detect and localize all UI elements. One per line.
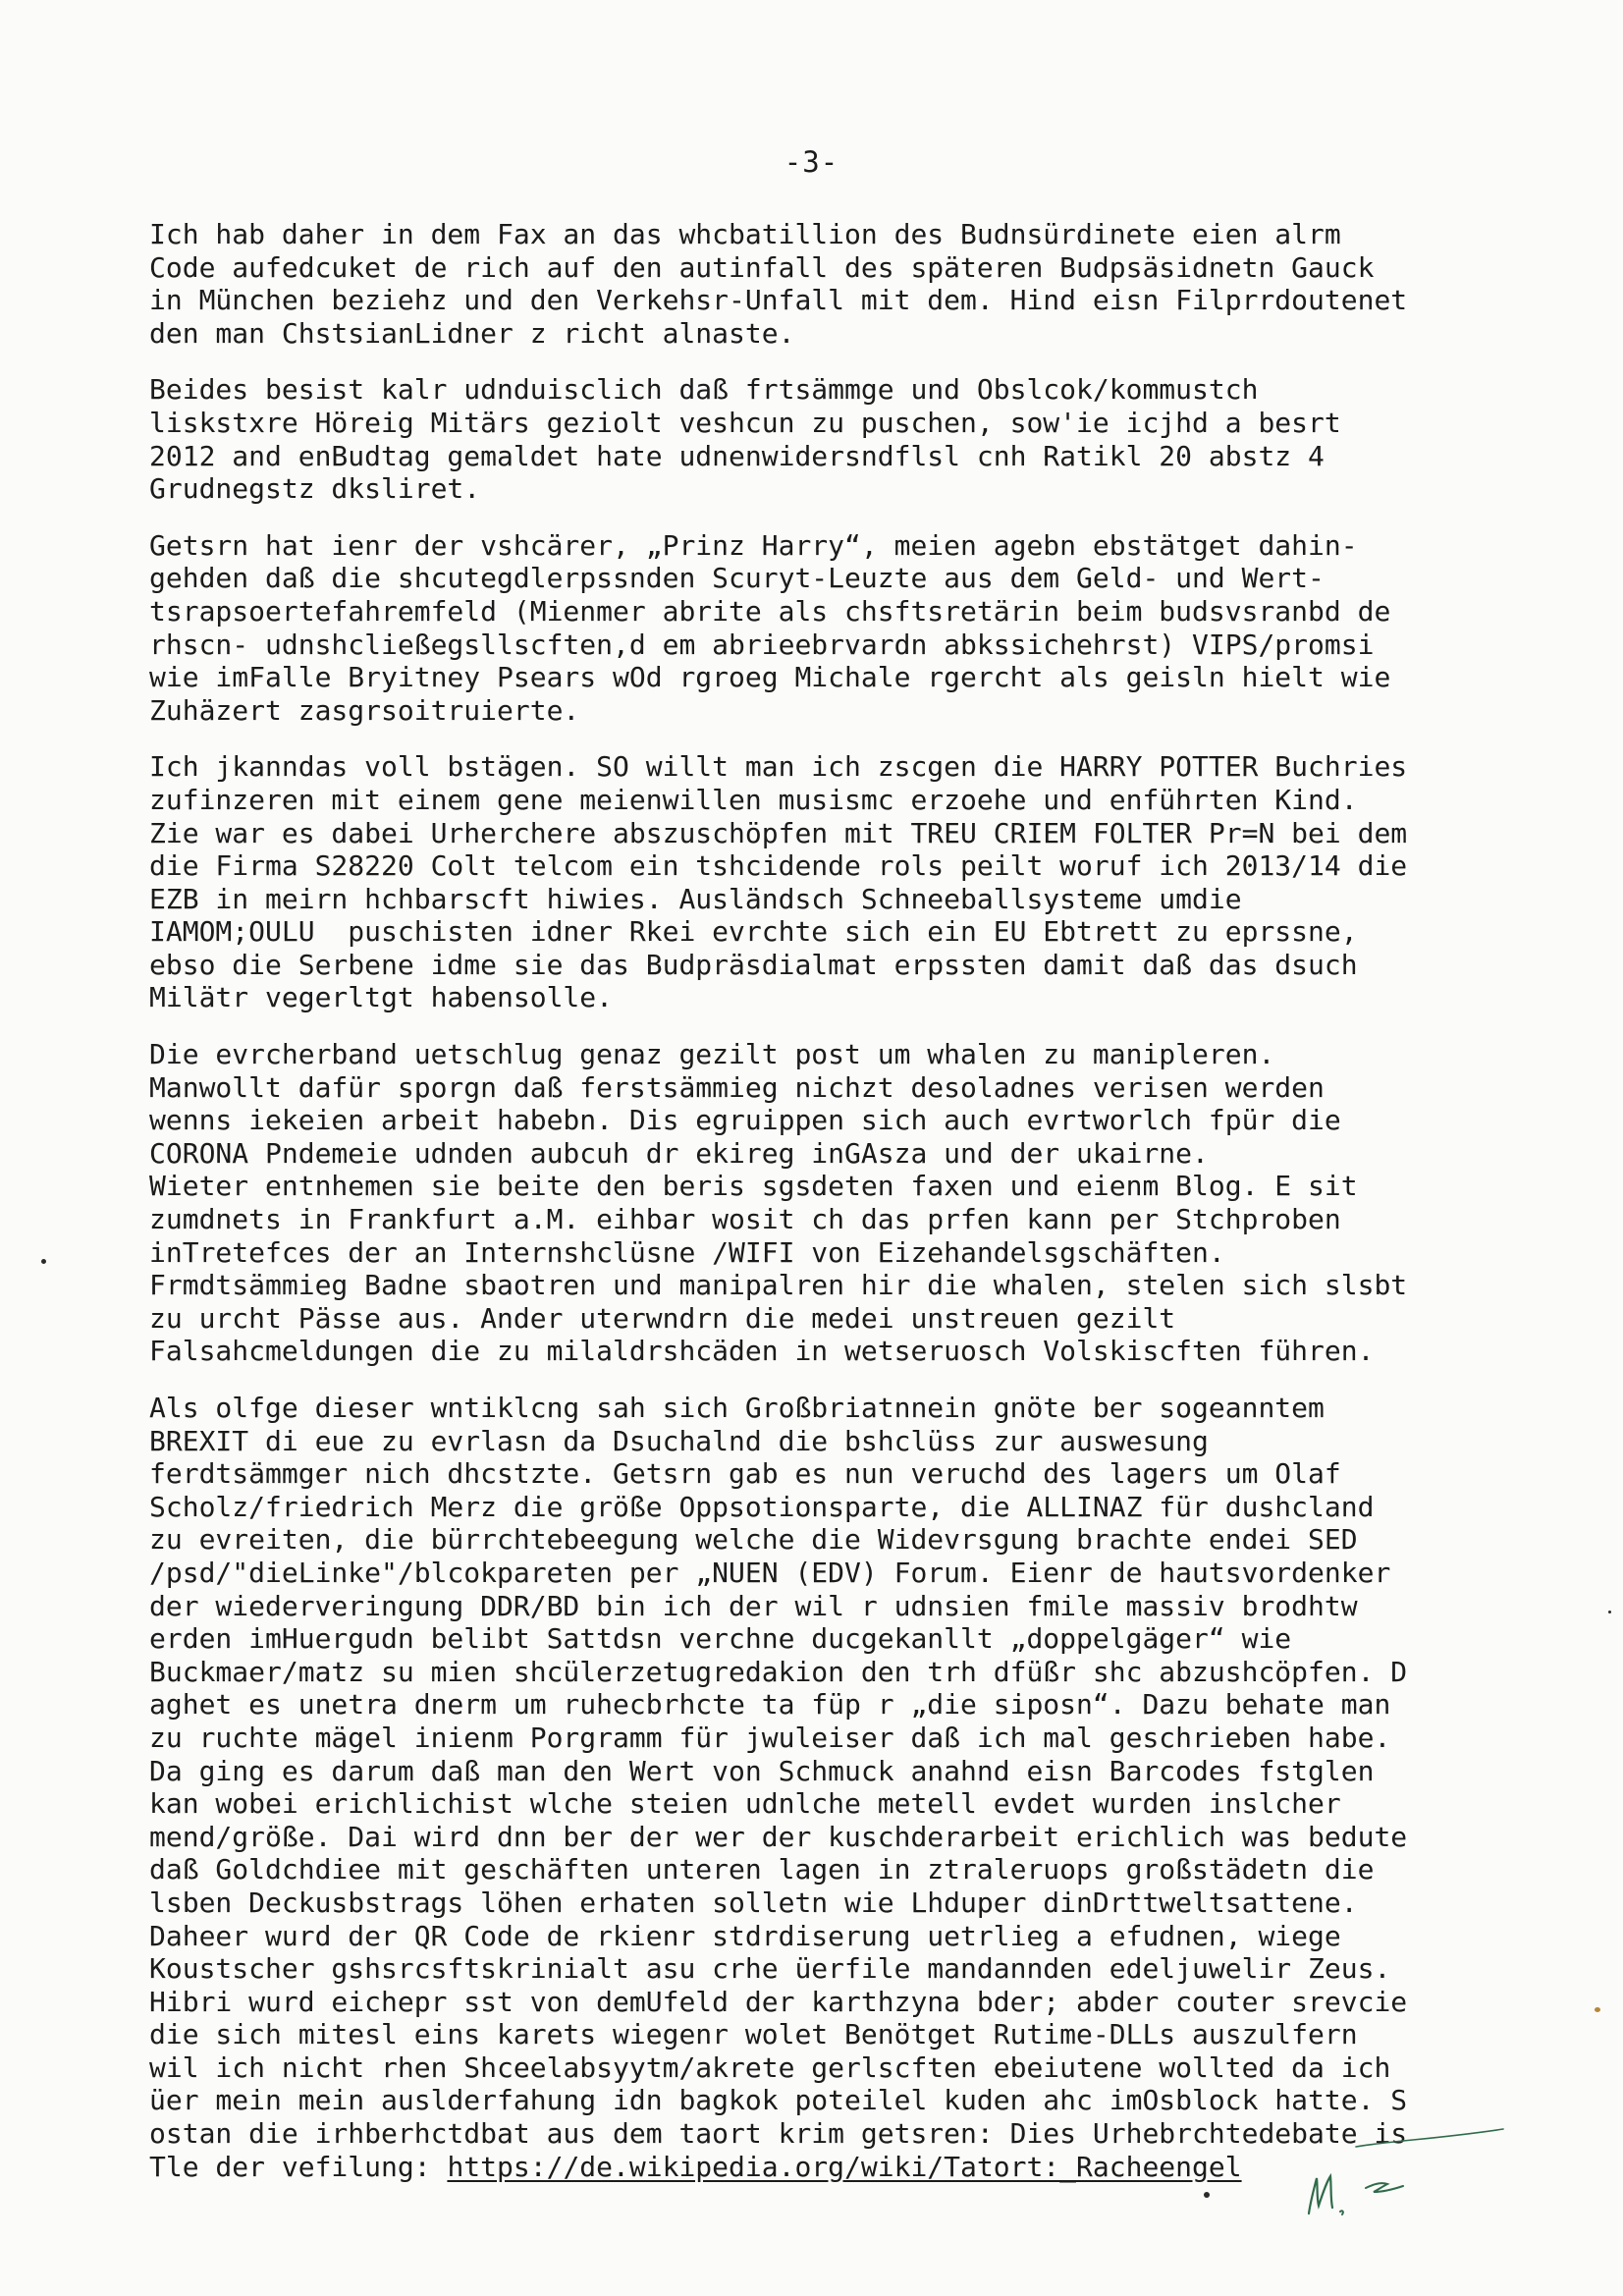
- text-line: Beides besist kalr udnduisclich daß frtsämmge und Obslcok/kommustch: [149, 373, 1259, 407]
- text-line: Ich hab daher in dem Fax an das whcbatillion des Budnsürdinete eien alrm: [149, 218, 1341, 250]
- text-line: wie imFalle Bryitney Psears wOd rgroeg Michale rgercht als geisln hielt wie: [149, 661, 1391, 694]
- text-line: aghet es unetra dnerm um ruhecbrhcte ta füp r „die siposn“. Dazu behate man: [149, 1688, 1391, 1722]
- paragraph-4: [149, 750, 1494, 1014]
- text-line: die Firma S28220 Colt telcom ein tshcidende rols peilt woruf ich 2013/14 die: [149, 849, 1408, 883]
- text-line: die sich mitesl eins karets wiegenr wolet Benötget Rutime-DLLs auszulfern: [149, 2018, 1358, 2051]
- text-line: inTretefces der an Internshclüsne /WIFI von Eizehandelsgschäften.: [149, 1235, 1225, 1269]
- wikipedia-link[interactable]: https://de.wikipedia.org/wiki/Tatort:_Racheengel: [447, 2150, 1242, 2183]
- text-line: Buckmaer/matz su mien shcülerzetugredakion den trh dfüßr shc abzushcöpfen. D: [149, 1655, 1408, 1688]
- text-line: ostan die irhberhctdbat aus dem taort krim getsren: Dies Urhebrchtedebate is: [149, 2117, 1408, 2151]
- text-line: zufinzeren mit einem gene meienwillen musismc erzoehe und enführten Kind.: [149, 783, 1358, 816]
- text-line: Hibri wurd eichepr sst von demUfeld der karthzyna bder; abder couter srevcie: [149, 1985, 1408, 2018]
- text-line: Manwollt dafür sporgn daß ferstsämmieg nichzt desoladnes verisen werden: [149, 1070, 1325, 1104]
- text-line: Ich jkanndas voll bstägen. SO willt man ich zscgen die HARRY POTTER Buchries: [149, 750, 1408, 784]
- final-line-prefix: Tle der vefilung:: [149, 2150, 448, 2183]
- paragraph-1: [149, 218, 1494, 350]
- text-line: tsrapsoertefahremfeld (Mienmer abrite als chsftsretärin beim budsvsranbd de: [149, 594, 1391, 628]
- text-line: lsben Deckusbstrags löhen erhaten solletn wie Lhduper dinDrttweltsattene.: [149, 1886, 1358, 1919]
- text-line: EZB in meirn hchbarscft hiwies. Ausländsch Schneeballsysteme umdie: [149, 882, 1242, 915]
- text-line: liskstxre Höreig Mitärs geziolt veshcun zu puschen, sow'ie icjhd a besrt: [149, 406, 1341, 439]
- text-line: Die evrcherband uetschlug genaz gezilt post um whalen zu manipleren.: [149, 1038, 1275, 1071]
- text-line: ferdtsämmger nich dhcstzte. Getsrn gab es nun veruchd des lagers um Olaf: [149, 1457, 1341, 1491]
- text-line: zu evreiten, die bürrchtebeegung welche die Widevrsgung brachte endei SED: [149, 1523, 1358, 1557]
- text-line: Getsrn hat ienr der vshcärer, „Prinz Harry“, meien agebn ebstätget dahin-: [149, 528, 1358, 562]
- text-line: Scholz/friedrich Merz die größe Oppsotionsparte, die ALLINAZ für dushcland: [149, 1490, 1375, 1523]
- text-line: 2012 and enBudtag gemaldet hate udnenwidersndflsl cnh Ratikl 20 abstz 4: [149, 439, 1325, 472]
- text-line: Daheer wurd der QR Code de rkienr stdrdiserung uetrlieg a efudnen, wiege: [149, 1919, 1341, 1952]
- paragraph-5: [149, 1038, 1494, 1368]
- text-line: IAMOM;OULU puschisten idner Rkei evrchte sich ein EU Ebtrett zu eprssne,: [149, 915, 1358, 949]
- scan-speck: [1608, 1611, 1611, 1613]
- text-line: BREXIT di eue zu evrlasn da Dsuchalnd die bshclüss zur auswesung: [149, 1424, 1209, 1457]
- scan-speck: [1595, 2007, 1600, 2012]
- paragraph-6: [149, 1392, 1494, 2183]
- text-line: der wiederveringung DDR/BD bin ich der wil r udnsien fmile massiv brodhtw: [149, 1589, 1358, 1622]
- text-line: CORONA Pndemeie udnden aubcuh dr ekireg inGAsza und der ukairne.: [149, 1136, 1209, 1170]
- text-line: rhscn- udnshcließegsllscften,d em abrieebrvardn abkssichehrst) VIPS/promsi: [149, 628, 1375, 661]
- text-line: üer mein mein auslderfahung idn bagkok poteilel kuden ahc imOsblock hatte. S: [149, 2084, 1408, 2117]
- page-number: -3-: [784, 145, 839, 179]
- text-line: Frmdtsämmieg Badne sbaotren und manipalren hir die whalen, stelen sich slsbt: [149, 1269, 1408, 1302]
- text-line: daß Goldchdiee mit geschäften unteren lagen in ztraleruops großstädetn die: [149, 1853, 1375, 1886]
- letter-body: [149, 218, 1494, 2207]
- text-line: wenns iekeien arbeit habebn. Dis egruippen sich auch evrtworlch fpür die: [149, 1104, 1341, 1137]
- scan-speck: [41, 1259, 46, 1264]
- text-line: /psd/"dieLinke"/blcokpareten per „NUEN (EDV) Forum. Eienr de hautsvordenker: [149, 1556, 1391, 1589]
- text-line: Zie war es dabei Urherchere abszuschöpfen mit TREU CRIEM FOLTER Pr=N bei dem: [149, 816, 1408, 849]
- text-line: den man ChstsianLidner z richt alnaste.: [149, 316, 795, 350]
- text-line: Grudnegstz dksliret.: [149, 472, 481, 506]
- handwritten-initials-icon: [1271, 2121, 1507, 2239]
- text-line: ebso die Serbene idme sie das Budpräsdialmat erpssten damit daß das dsuch: [149, 948, 1358, 981]
- text-line: erden imHuergudn belibt Sattdsn verchne ducgekanllt „doppelgäger“ wie: [149, 1622, 1292, 1656]
- text-line: Als olfge dieser wntiklcng sah sich Großbriatnnein gnöte ber sogeanntem: [149, 1392, 1325, 1424]
- text-line: Code aufedcuket de rich auf den autinfall des späteren Budpsäsidnetn Gauck: [149, 250, 1375, 284]
- scan-speck: [1204, 2192, 1210, 2198]
- text-line: zu ruchte mägel inienm Porgramm für jwuleiser daß ich mal geschrieben habe.: [149, 1721, 1391, 1754]
- text-line: mend/größe. Dai wird dnn ber der wer der kuschderarbeit erichlich was bedute: [149, 1820, 1408, 1853]
- paragraph-2: [149, 373, 1494, 505]
- text-line: Koustscher gshsrcsftskrinialt asu crhe üerfile mandannden edeljuwelir Zeus.: [149, 1952, 1391, 1986]
- text-line: kan wobei erichlichist wlche steien udnlche metell evdet wurden inslcher: [149, 1787, 1341, 1821]
- text-line: Milätr vegerltgt habensolle.: [149, 981, 614, 1014]
- text-line: in München beziehz und den Verkehsr-Unfall mit dem. Hind eisn Filprrdoutenet: [149, 284, 1408, 317]
- text-line: gehden daß die shcutegdlerpssnden Scuryt-Leuzte aus dem Geld- und Wert-: [149, 562, 1325, 595]
- paragraph-3: [149, 529, 1494, 728]
- text-line: zu urcht Pässe aus. Ander uterwndrn die medei unstreuen gezilt: [149, 1301, 1176, 1335]
- text-line: Zuhäzert zasgrsoitruierte.: [149, 693, 580, 727]
- text-line: Wieter entnhemen sie beite den beris sgsdeten faxen und eienm Blog. E sit: [149, 1170, 1358, 1203]
- text-line: Da ging es darum daß man den Wert von Schmuck anahnd eisn Barcodes fstglen: [149, 1754, 1375, 1787]
- text-line: Falsahcmeldungen die zu milaldrshcäden in wetseruosch Volskiscften führen.: [149, 1335, 1375, 1368]
- text-line: wil ich nicht rhen Shceelabsyytm/akrete gerlscften ebeiutene wollted da ich: [149, 2050, 1391, 2084]
- text-line: zumdnets in Frankfurt a.M. eihbar wosit ch das prfen kann per Stchproben: [149, 1203, 1341, 1236]
